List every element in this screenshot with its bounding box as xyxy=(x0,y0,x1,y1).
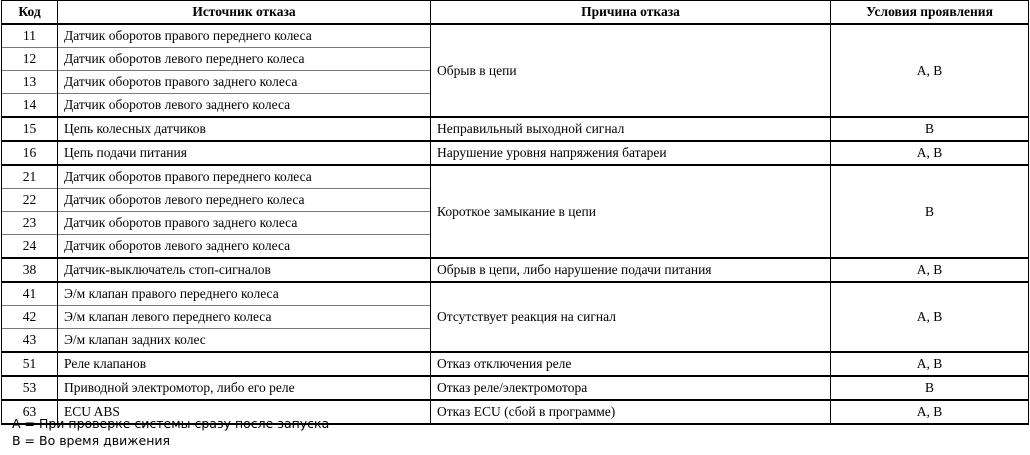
cell-cause: Нарушение уровня напряжения батареи xyxy=(431,141,831,165)
cell-code: 53 xyxy=(2,376,58,400)
cell-condition: A, B xyxy=(831,141,1029,165)
cell-condition: A, B xyxy=(831,282,1029,352)
table-row xyxy=(2,117,1029,141)
cell-source: Датчик оборотов правого переднего колеса xyxy=(58,165,431,189)
cell-code: 51 xyxy=(2,352,58,376)
cell-code: 22 xyxy=(2,189,58,212)
table-row xyxy=(2,258,1029,282)
table-header-row xyxy=(2,1,1029,25)
cell-code: 42 xyxy=(2,306,58,329)
cell-source: Датчик-выключатель стоп-сигналов xyxy=(58,258,431,282)
table-row xyxy=(2,282,1029,306)
cell-code: 14 xyxy=(2,94,58,118)
cell-cause: Отказ отключения реле xyxy=(431,352,831,376)
cell-source: Приводной электромотор, либо его реле xyxy=(58,376,431,400)
note-a: A = При проверке системы сразу после запуска xyxy=(12,416,330,431)
header-code: Код xyxy=(2,1,58,25)
legend-notes xyxy=(12,415,329,449)
header-cause: Причина отказа xyxy=(431,1,831,25)
note-b: B = Во время движения xyxy=(12,433,171,448)
cell-source: ECU ABS xyxy=(58,400,431,424)
cell-cause: Отказ реле/электромотора xyxy=(431,376,831,400)
cell-source: Датчик оборотов левого переднего колеса xyxy=(58,48,431,71)
table-row xyxy=(2,141,1029,165)
header-source: Источник отказа xyxy=(58,1,431,25)
cell-condition: B xyxy=(831,376,1029,400)
cell-code: 24 xyxy=(2,235,58,259)
cell-code: 43 xyxy=(2,329,58,353)
fault-code-table xyxy=(1,0,1029,425)
cell-code: 21 xyxy=(2,165,58,189)
cell-source: Реле клапанов xyxy=(58,352,431,376)
header-condition: Условия проявления xyxy=(831,1,1029,25)
cell-code: 63 xyxy=(2,400,58,424)
cell-condition: B xyxy=(831,117,1029,141)
cell-source: Датчик оборотов правого переднего колеса xyxy=(58,24,431,48)
cell-source: Датчик оборотов правого заднего колеса xyxy=(58,212,431,235)
table-row xyxy=(2,165,1029,189)
cell-code: 13 xyxy=(2,71,58,94)
cell-code: 12 xyxy=(2,48,58,71)
cell-source: Э/м клапан задних колес xyxy=(58,329,431,353)
cell-source: Э/м клапан левого переднего колеса xyxy=(58,306,431,329)
cell-code: 23 xyxy=(2,212,58,235)
cell-source: Э/м клапан правого переднего колеса xyxy=(58,282,431,306)
table-row xyxy=(2,376,1029,400)
cell-condition: B xyxy=(831,165,1029,258)
cell-cause: Отказ ECU (сбой в программе) xyxy=(431,400,831,424)
table-row xyxy=(2,352,1029,376)
cell-source: Датчик оборотов левого заднего колеса xyxy=(58,235,431,259)
cell-cause: Короткое замыкание в цепи xyxy=(431,165,831,258)
cell-code: 15 xyxy=(2,117,58,141)
cell-code: 16 xyxy=(2,141,58,165)
cell-cause: Обрыв в цепи xyxy=(431,24,831,117)
cell-condition: A, B xyxy=(831,24,1029,117)
table-row xyxy=(2,24,1029,48)
cell-code: 11 xyxy=(2,24,58,48)
cell-source: Цепь подачи питания xyxy=(58,141,431,165)
cell-cause: Неправильный выходной сигнал xyxy=(431,117,831,141)
table-body xyxy=(2,24,1029,424)
cell-code: 38 xyxy=(2,258,58,282)
cell-condition: A, B xyxy=(831,400,1029,424)
cell-cause: Отсутствует реакция на сигнал xyxy=(431,282,831,352)
cell-source: Датчик оборотов левого заднего колеса xyxy=(58,94,431,118)
cell-cause: Обрыв в цепи, либо нарушение подачи питания xyxy=(431,258,831,282)
cell-source: Датчик оборотов правого заднего колеса xyxy=(58,71,431,94)
cell-code: 41 xyxy=(2,282,58,306)
cell-source: Датчик оборотов левого переднего колеса xyxy=(58,189,431,212)
cell-source: Цепь колесных датчиков xyxy=(58,117,431,141)
cell-condition: A, B xyxy=(831,352,1029,376)
cell-condition: A, B xyxy=(831,258,1029,282)
